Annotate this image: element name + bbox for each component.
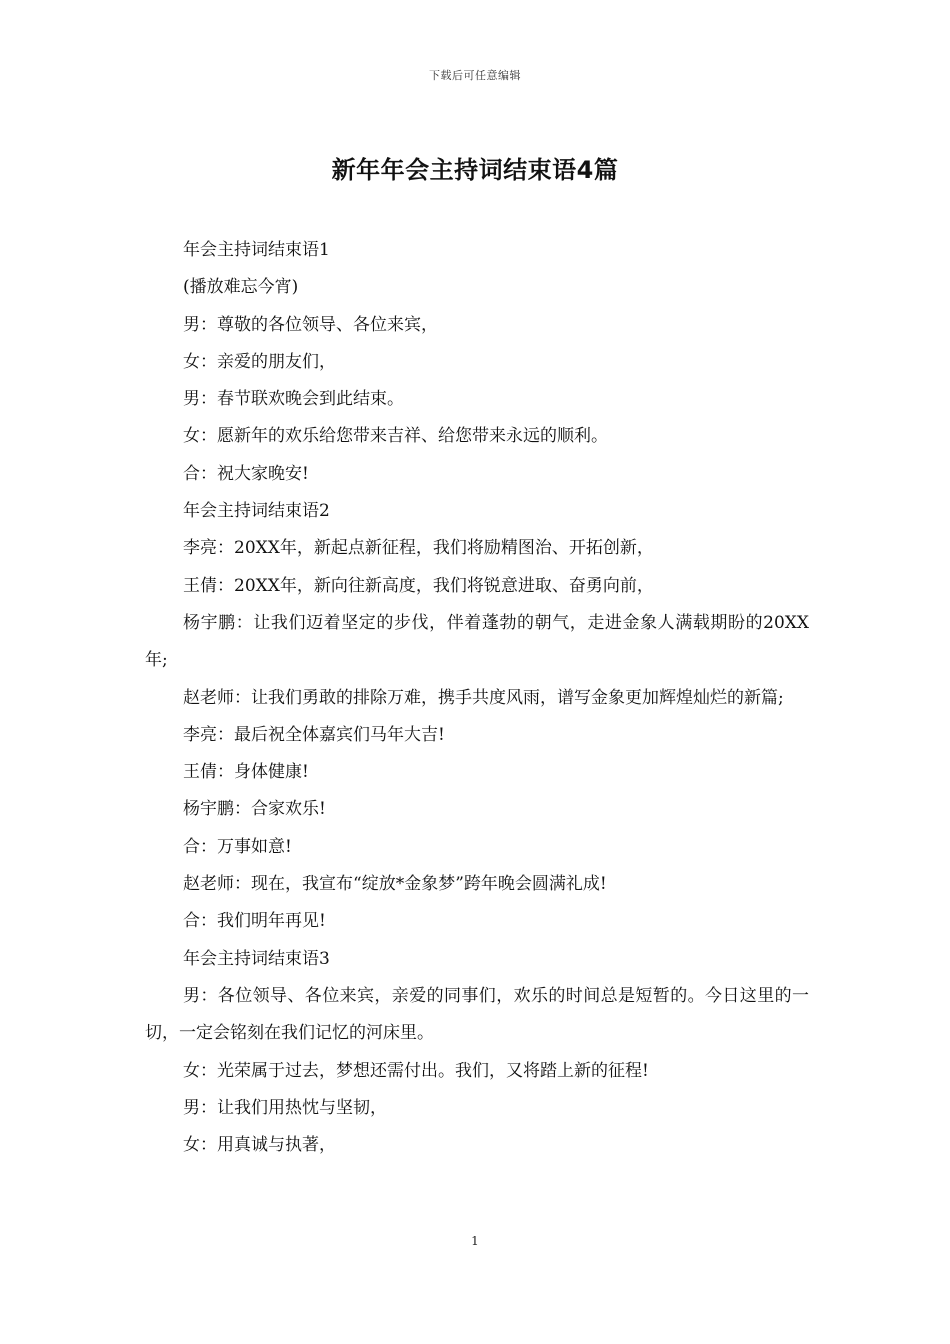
paragraph: 女：亲爱的朋友们， — [183, 351, 336, 372]
paragraph: 王倩：20XX年，新向往新高度，我们将锐意进取、奋勇向前， — [183, 575, 654, 596]
paragraph: 女：光荣属于过去，梦想还需付出。我们，又将踏上新的征程! — [183, 1060, 649, 1081]
paragraph: 杨宇鹏：让我们迈着坚定的步伐，伴着蓬勃的朝气，走进金象人满载期盼的20XX年; — [145, 612, 809, 671]
paragraph: 王倩：身体健康! — [183, 762, 309, 783]
paragraph: 赵老师：现在，我宣布“绽放*金象梦”跨年晚会圆满礼成! — [183, 874, 607, 895]
paragraph: 男：各位领导、各位来宾，亲爱的同事们，欢乐的时间总是短暂的。今日这里的一切，一定会铭刻在我们记忆的河床里。 — [145, 985, 809, 1044]
paragraph: 李亮：20XX年，新起点新征程，我们将励精图治、开拓创新， — [183, 538, 654, 559]
page-number: 1 — [471, 1234, 479, 1248]
paragraph: 年会主持词结束语3 — [183, 948, 330, 969]
paragraph: 男：尊敬的各位领导、各位来宾， — [183, 314, 438, 335]
paragraph: 男：让我们用热忱与坚韧， — [183, 1097, 387, 1118]
paragraph: 年会主持词结束语2 — [183, 501, 330, 522]
document-title: 新年年会主持词结束语4篇 — [331, 156, 619, 184]
document-body — [145, 232, 809, 1164]
paragraph: 赵老师：让我们勇敢的排除万难，携手共度风雨，谱写金象更加辉煌灿烂的新篇; — [183, 687, 784, 708]
paragraph: 李亮：最后祝全体嘉宾们马年大吉! — [183, 724, 445, 745]
header-note: 下载后可任意编辑 — [429, 69, 521, 82]
paragraph: (播放难忘今宵) — [183, 277, 299, 298]
paragraph: 男：春节联欢晚会到此结束。 — [183, 389, 404, 410]
paragraph: 合：我们明年再见! — [183, 911, 326, 932]
paragraph: 杨宇鹏：合家欢乐! — [183, 799, 326, 820]
paragraph: 合：祝大家晚安! — [183, 463, 309, 484]
paragraph: 年会主持词结束语1 — [183, 240, 330, 260]
paragraph: 女：用真诚与执著， — [183, 1135, 336, 1156]
paragraph: 女：愿新年的欢乐给您带来吉祥、给您带来永远的顺利。 — [183, 426, 608, 447]
paragraph: 合：万事如意! — [183, 836, 292, 857]
